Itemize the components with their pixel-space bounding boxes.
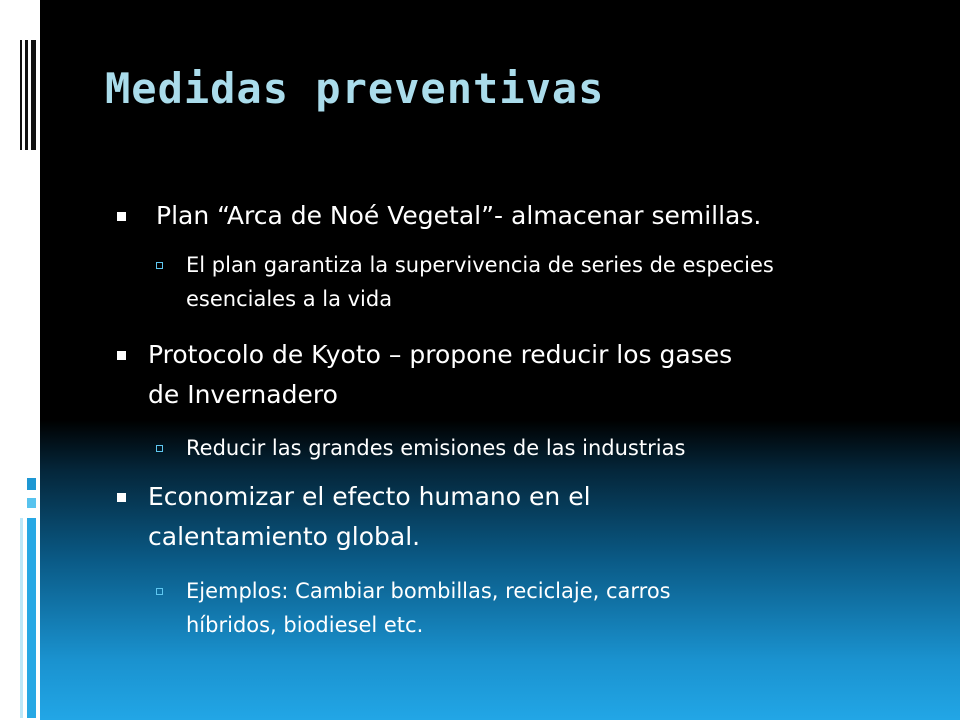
slide-title: Medidas preventivas	[105, 64, 605, 113]
list-item	[186, 431, 685, 465]
bullet-square-icon	[117, 493, 126, 502]
list-item-line: Plan “Arca de Noé Vegetal”- almacenar semillas.	[156, 201, 762, 230]
sub-bullet-icon	[156, 262, 163, 269]
list-item-line: Protocolo de Kyoto – propone reducir los gases	[148, 340, 733, 369]
list-item-line: de Invernadero	[148, 380, 338, 409]
list-item-line: híbridos, biodiesel etc.	[186, 613, 424, 637]
list-item-line: Economizar el efecto humano en el	[148, 482, 591, 511]
list-item	[186, 574, 671, 642]
bullet-square-icon	[117, 212, 126, 221]
list-item-line: El plan garantiza la supervivencia de series de especies	[186, 253, 774, 277]
sub-bullet-icon	[156, 445, 163, 452]
list-item	[148, 477, 591, 557]
list-item	[156, 196, 761, 236]
bullet-square-icon	[117, 351, 126, 360]
list-item-line: esenciales a la vida	[186, 287, 393, 311]
list-item-line: calentamiento global.	[148, 522, 421, 551]
list-item	[186, 248, 774, 316]
list-item-line: Reducir las grandes emisiones de las industrias	[186, 436, 686, 460]
sub-bullet-icon	[156, 588, 163, 595]
list-item-line: Ejemplos: Cambiar bombillas, reciclaje, carros	[186, 579, 671, 603]
list-item	[148, 335, 732, 415]
